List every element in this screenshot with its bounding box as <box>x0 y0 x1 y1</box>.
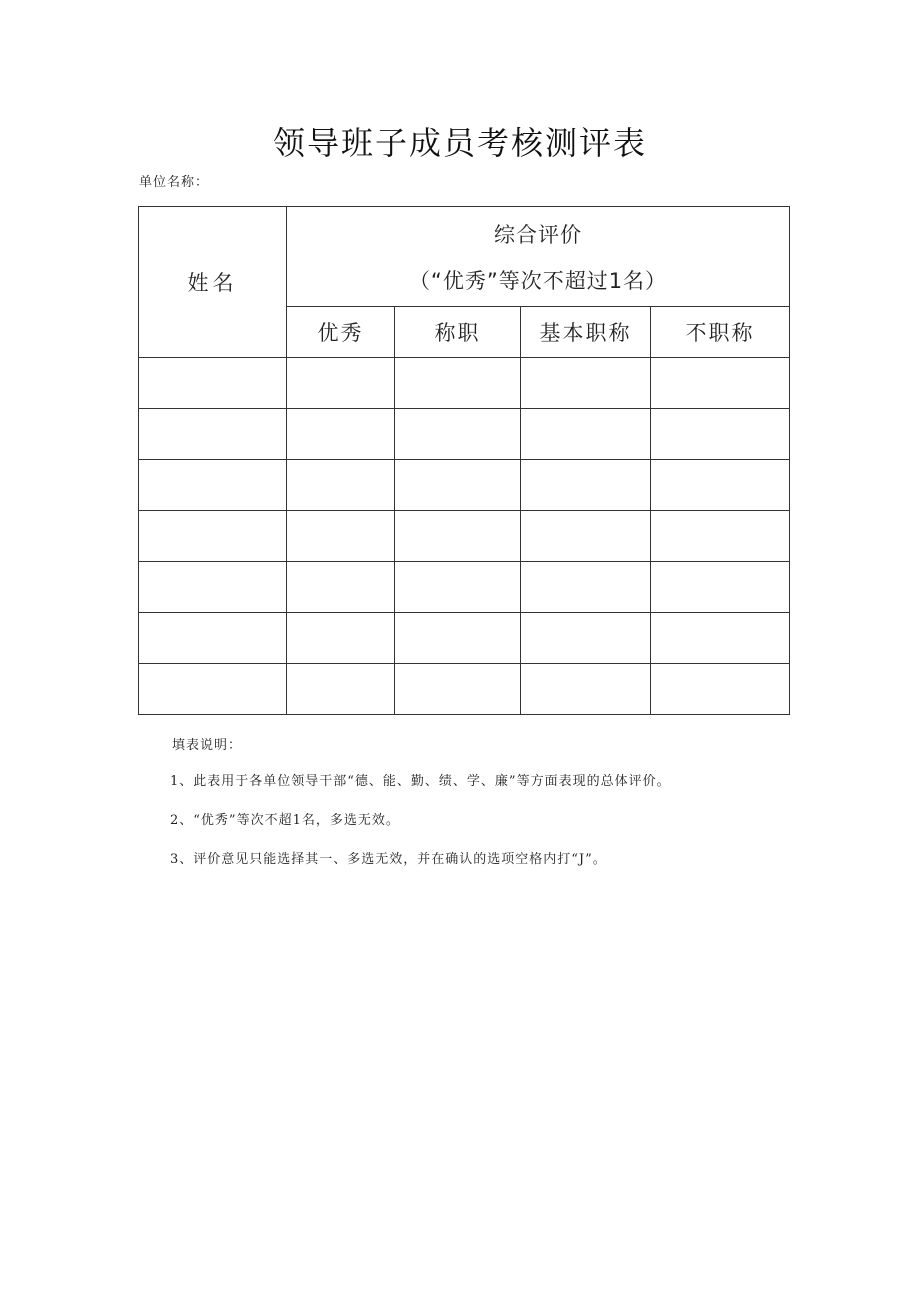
basically-competent-cell[interactable] <box>521 511 651 562</box>
incompetent-cell[interactable] <box>651 511 790 562</box>
filling-instructions <box>170 734 671 867</box>
incompetent-cell[interactable] <box>651 409 790 460</box>
name-cell[interactable] <box>139 613 287 664</box>
name-cell[interactable] <box>139 511 287 562</box>
overall-evaluation-title: 综合评价 <box>494 222 582 247</box>
name-cell[interactable] <box>139 409 287 460</box>
excellent-limit-note: （“优秀”等次不超过1名） <box>408 268 668 293</box>
unit-name-label: 单位名称： <box>139 175 210 190</box>
basically-competent-cell[interactable] <box>521 358 651 409</box>
competent-cell[interactable] <box>395 664 521 715</box>
excellent-cell[interactable] <box>287 664 395 715</box>
excellent-cell[interactable] <box>287 460 395 511</box>
competent-cell[interactable] <box>395 562 521 613</box>
name-cell[interactable] <box>139 358 287 409</box>
instructions-heading: 填表说明： <box>172 738 243 753</box>
instruction-item: 2、“优秀”等次不超1名，多选无效。 <box>170 813 400 828</box>
incompetent-cell[interactable] <box>651 358 790 409</box>
competent-cell[interactable] <box>395 409 521 460</box>
incompetent-cell[interactable] <box>651 562 790 613</box>
name-cell[interactable] <box>139 562 287 613</box>
competent-cell[interactable] <box>395 460 521 511</box>
basically-competent-cell[interactable] <box>521 613 651 664</box>
competent-cell[interactable] <box>395 613 521 664</box>
table-row <box>139 664 790 715</box>
competent-cell[interactable] <box>395 358 521 409</box>
excellent-cell[interactable] <box>287 562 395 613</box>
name-column-header: 姓名 <box>139 207 287 358</box>
instruction-item: 3、评价意见只能选择其一、多选无效，并在确认的选项空格内打“J”。 <box>170 852 607 867</box>
table-row <box>139 562 790 613</box>
excellent-cell[interactable] <box>287 358 395 409</box>
basically-competent-cell[interactable] <box>521 562 651 613</box>
table-row <box>139 409 790 460</box>
incompetent-cell[interactable] <box>651 664 790 715</box>
column-header-excellent: 优秀 <box>287 307 395 358</box>
column-header-competent: 称职 <box>395 307 521 358</box>
name-cell[interactable] <box>139 664 287 715</box>
evaluation-table <box>138 206 790 715</box>
basically-competent-cell[interactable] <box>521 664 651 715</box>
incompetent-cell[interactable] <box>651 613 790 664</box>
table-row <box>139 358 790 409</box>
instruction-item: 1、此表用于各单位领导干部“德、能、勤、绩、学、廉”等方面表现的总体评价。 <box>170 774 671 789</box>
table-row <box>139 511 790 562</box>
basically-competent-cell[interactable] <box>521 460 651 511</box>
table-row <box>139 460 790 511</box>
name-cell[interactable] <box>139 460 287 511</box>
column-header-incompetent: 不职称 <box>651 307 790 358</box>
excellent-cell[interactable] <box>287 511 395 562</box>
excellent-cell[interactable] <box>287 613 395 664</box>
column-header-basically-competent: 基本职称 <box>521 307 651 358</box>
page-title: 领导班子成员考核测评表 <box>272 124 647 162</box>
overall-evaluation-header <box>287 207 790 307</box>
basically-competent-cell[interactable] <box>521 409 651 460</box>
table-row <box>139 613 790 664</box>
competent-cell[interactable] <box>395 511 521 562</box>
excellent-cell[interactable] <box>287 409 395 460</box>
incompetent-cell[interactable] <box>651 460 790 511</box>
